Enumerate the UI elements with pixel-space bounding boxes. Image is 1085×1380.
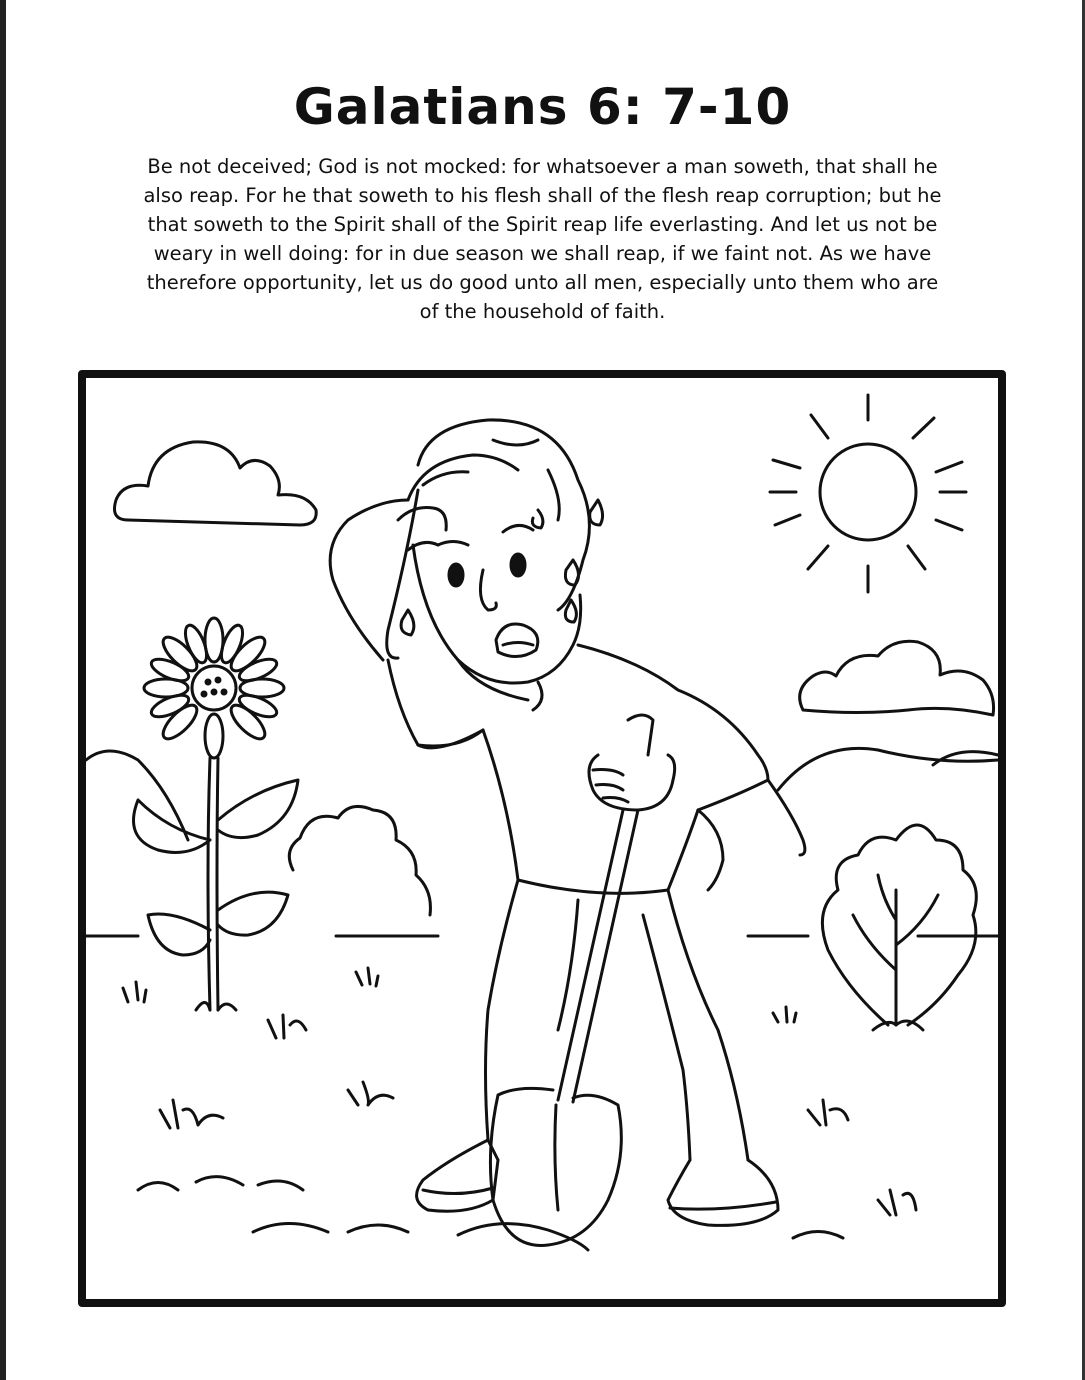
grass-tuft-icon [123,968,916,1215]
person-figure [330,420,805,1246]
page-title: Galatians 6: 7-10 [293,78,792,136]
bush-back [289,806,430,915]
cloud-icon [115,442,317,525]
hill-right [778,748,998,790]
sunflower-icon [134,618,299,1010]
coloring-illustration [78,370,1006,1307]
cloud-icon-right [800,641,994,715]
page-edge-left [0,0,6,1380]
bush-icon [822,825,976,1030]
sun-icon [770,395,966,592]
verse-text: Be not deceived; God is not mocked: for whatsoever a man soweth, that shall he also reap. For he that soweth to his flesh shall of the flesh reap corruption; but he that soweth to the Spirit shall of the Spirit reap life everlasting. And let us not be weary in well doing: for in due season we shall reap, if we faint not. As we have therefore opportunity, let us do good unto all men, especially unto them who are of the household of faith. [143,155,942,323]
